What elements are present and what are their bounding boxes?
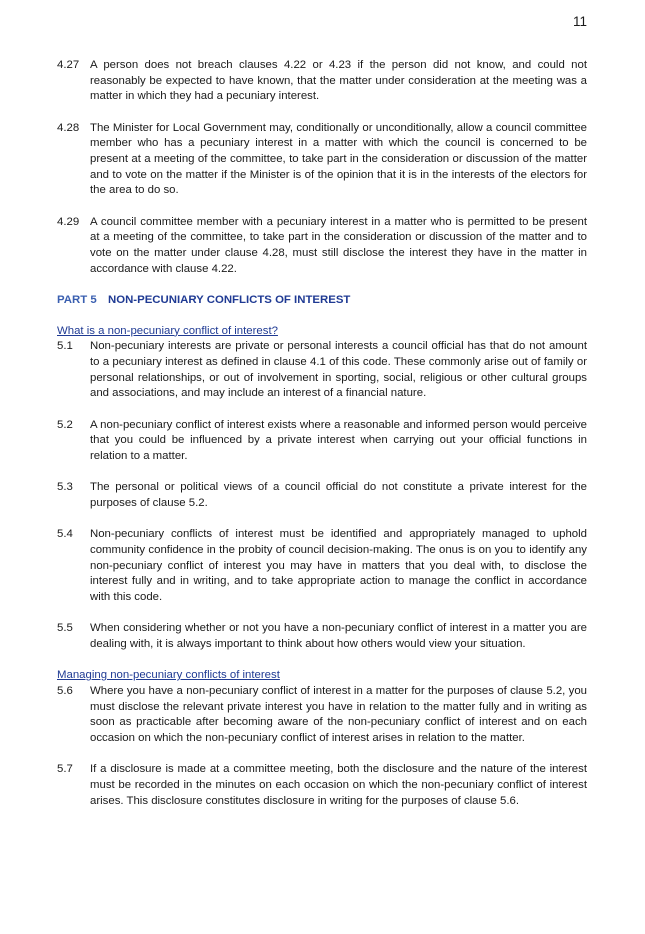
part-number: PART 5 <box>57 293 97 306</box>
clause-text: If a disclosure is made at a committee meeting, both the disclosure and the nature of the interest must be recorded in the minutes on each occasion on which the non-pecuniary conflict of interest arises. This disclosure constitutes disclosure in writing for the purposes of clause 5.6. <box>90 763 587 807</box>
clause-number: 5.1 <box>57 340 73 353</box>
part-heading <box>57 293 587 309</box>
clause-text: The Minister for Local Government may, conditionally or unconditionally, allow a council committee member who has a pecuniary interest in a matter with which the council is concerned to be present at a meeting of the committee, to take part in the consideration or discussion of the matter and to vote on the matter if the Minister is of the opinion that it is in the interests of the electors for the area to do so. <box>90 121 587 197</box>
clause-4-28 <box>57 121 587 200</box>
clause-5-7 <box>57 762 587 809</box>
clause-5-1 <box>57 339 587 402</box>
clause-number: 4.27 <box>57 59 80 71</box>
page-number: 11 <box>572 14 587 29</box>
clause-number: 4.28 <box>57 121 80 134</box>
clause-number: 5.7 <box>57 763 73 776</box>
clause-text: A council committee member with a pecuniary interest in a matter who is permitted to be present at a meeting of the committee, to take part in the consideration or discussion of the matter and to vote on the matter under clause 4.28, must still disclose the interest they have in the matter in accordance with clause 4.22. <box>90 215 587 275</box>
clause-4-27 <box>57 58 587 105</box>
clause-number: 4.29 <box>57 215 80 228</box>
clause-5-4 <box>57 527 587 606</box>
clause-text: When considering whether or not you have a non-pecuniary conflict of interest in a matter you are dealing with, it is always important to think about how others would view your situation. <box>90 622 587 650</box>
clause-5-3 <box>57 480 587 511</box>
clause-text: Where you have a non-pecuniary conflict of interest in a matter for the purposes of clause 5.2, you must disclose the relevant private interest you have in relation to the matter fully and in writing as soon as practicable after becoming aware of the non-pecuniary conflict of interest and on each occasion on which the non-pecuniary conflict of interest arises in relation to the matter. <box>90 684 587 744</box>
clause-number: 5.3 <box>57 481 73 494</box>
clause-5-6 <box>57 684 587 747</box>
clause-number: 5.2 <box>57 418 73 431</box>
clause-5-2 <box>57 418 587 465</box>
clause-text: Non-pecuniary conflicts of interest must be identified and appropriately managed to uphold community confidence in the probity of council decision-making. The onus is on you to identify any non-pecuniary conflict of interest you may have in matters that you deal with, to disclose the interest fully and in writing, and to take appropriate action to manage the conflict in accordance with this code. <box>90 528 587 603</box>
section-heading-what-is: What is a non-pecuniary conflict of interest? <box>57 324 278 337</box>
clause-text: The personal or political views of a council official do not constitute a private interest for the purposes of clause 5.2. <box>90 481 587 509</box>
part-title: NON-PECUNIARY CONFLICTS OF INTEREST <box>108 293 351 306</box>
clause-text: A non-pecuniary conflict of interest exists where a reasonable and informed person would perceive that you could be influenced by a private interest when carrying out your official functions in relation to a matter. <box>90 418 587 463</box>
clause-4-29 <box>57 215 587 278</box>
clause-number: 5.5 <box>57 622 73 635</box>
clause-5-5 <box>57 621 587 652</box>
clause-text: Non-pecuniary interests are private or personal interests a council official has that do not amount to a pecuniary interest as defined in clause 4.1 of this code. These commonly arise out of family or personal relationships, or out of involvement in sporting, social, religious or other cultural groups and associations, and may include an interest of a financial nature. <box>90 340 587 400</box>
clause-text: A person does not breach clauses 4.22 or 4.23 if the person did not know, and could not reasonably be expected to have known, that the matter under consideration at the meeting was a matter in which they had a pecuniary interest. <box>90 59 587 103</box>
document-body <box>57 58 587 825</box>
section-heading-managing: Managing non-pecuniary conflicts of interest <box>57 669 280 682</box>
clause-number: 5.4 <box>57 528 73 541</box>
clause-number: 5.6 <box>57 684 73 697</box>
